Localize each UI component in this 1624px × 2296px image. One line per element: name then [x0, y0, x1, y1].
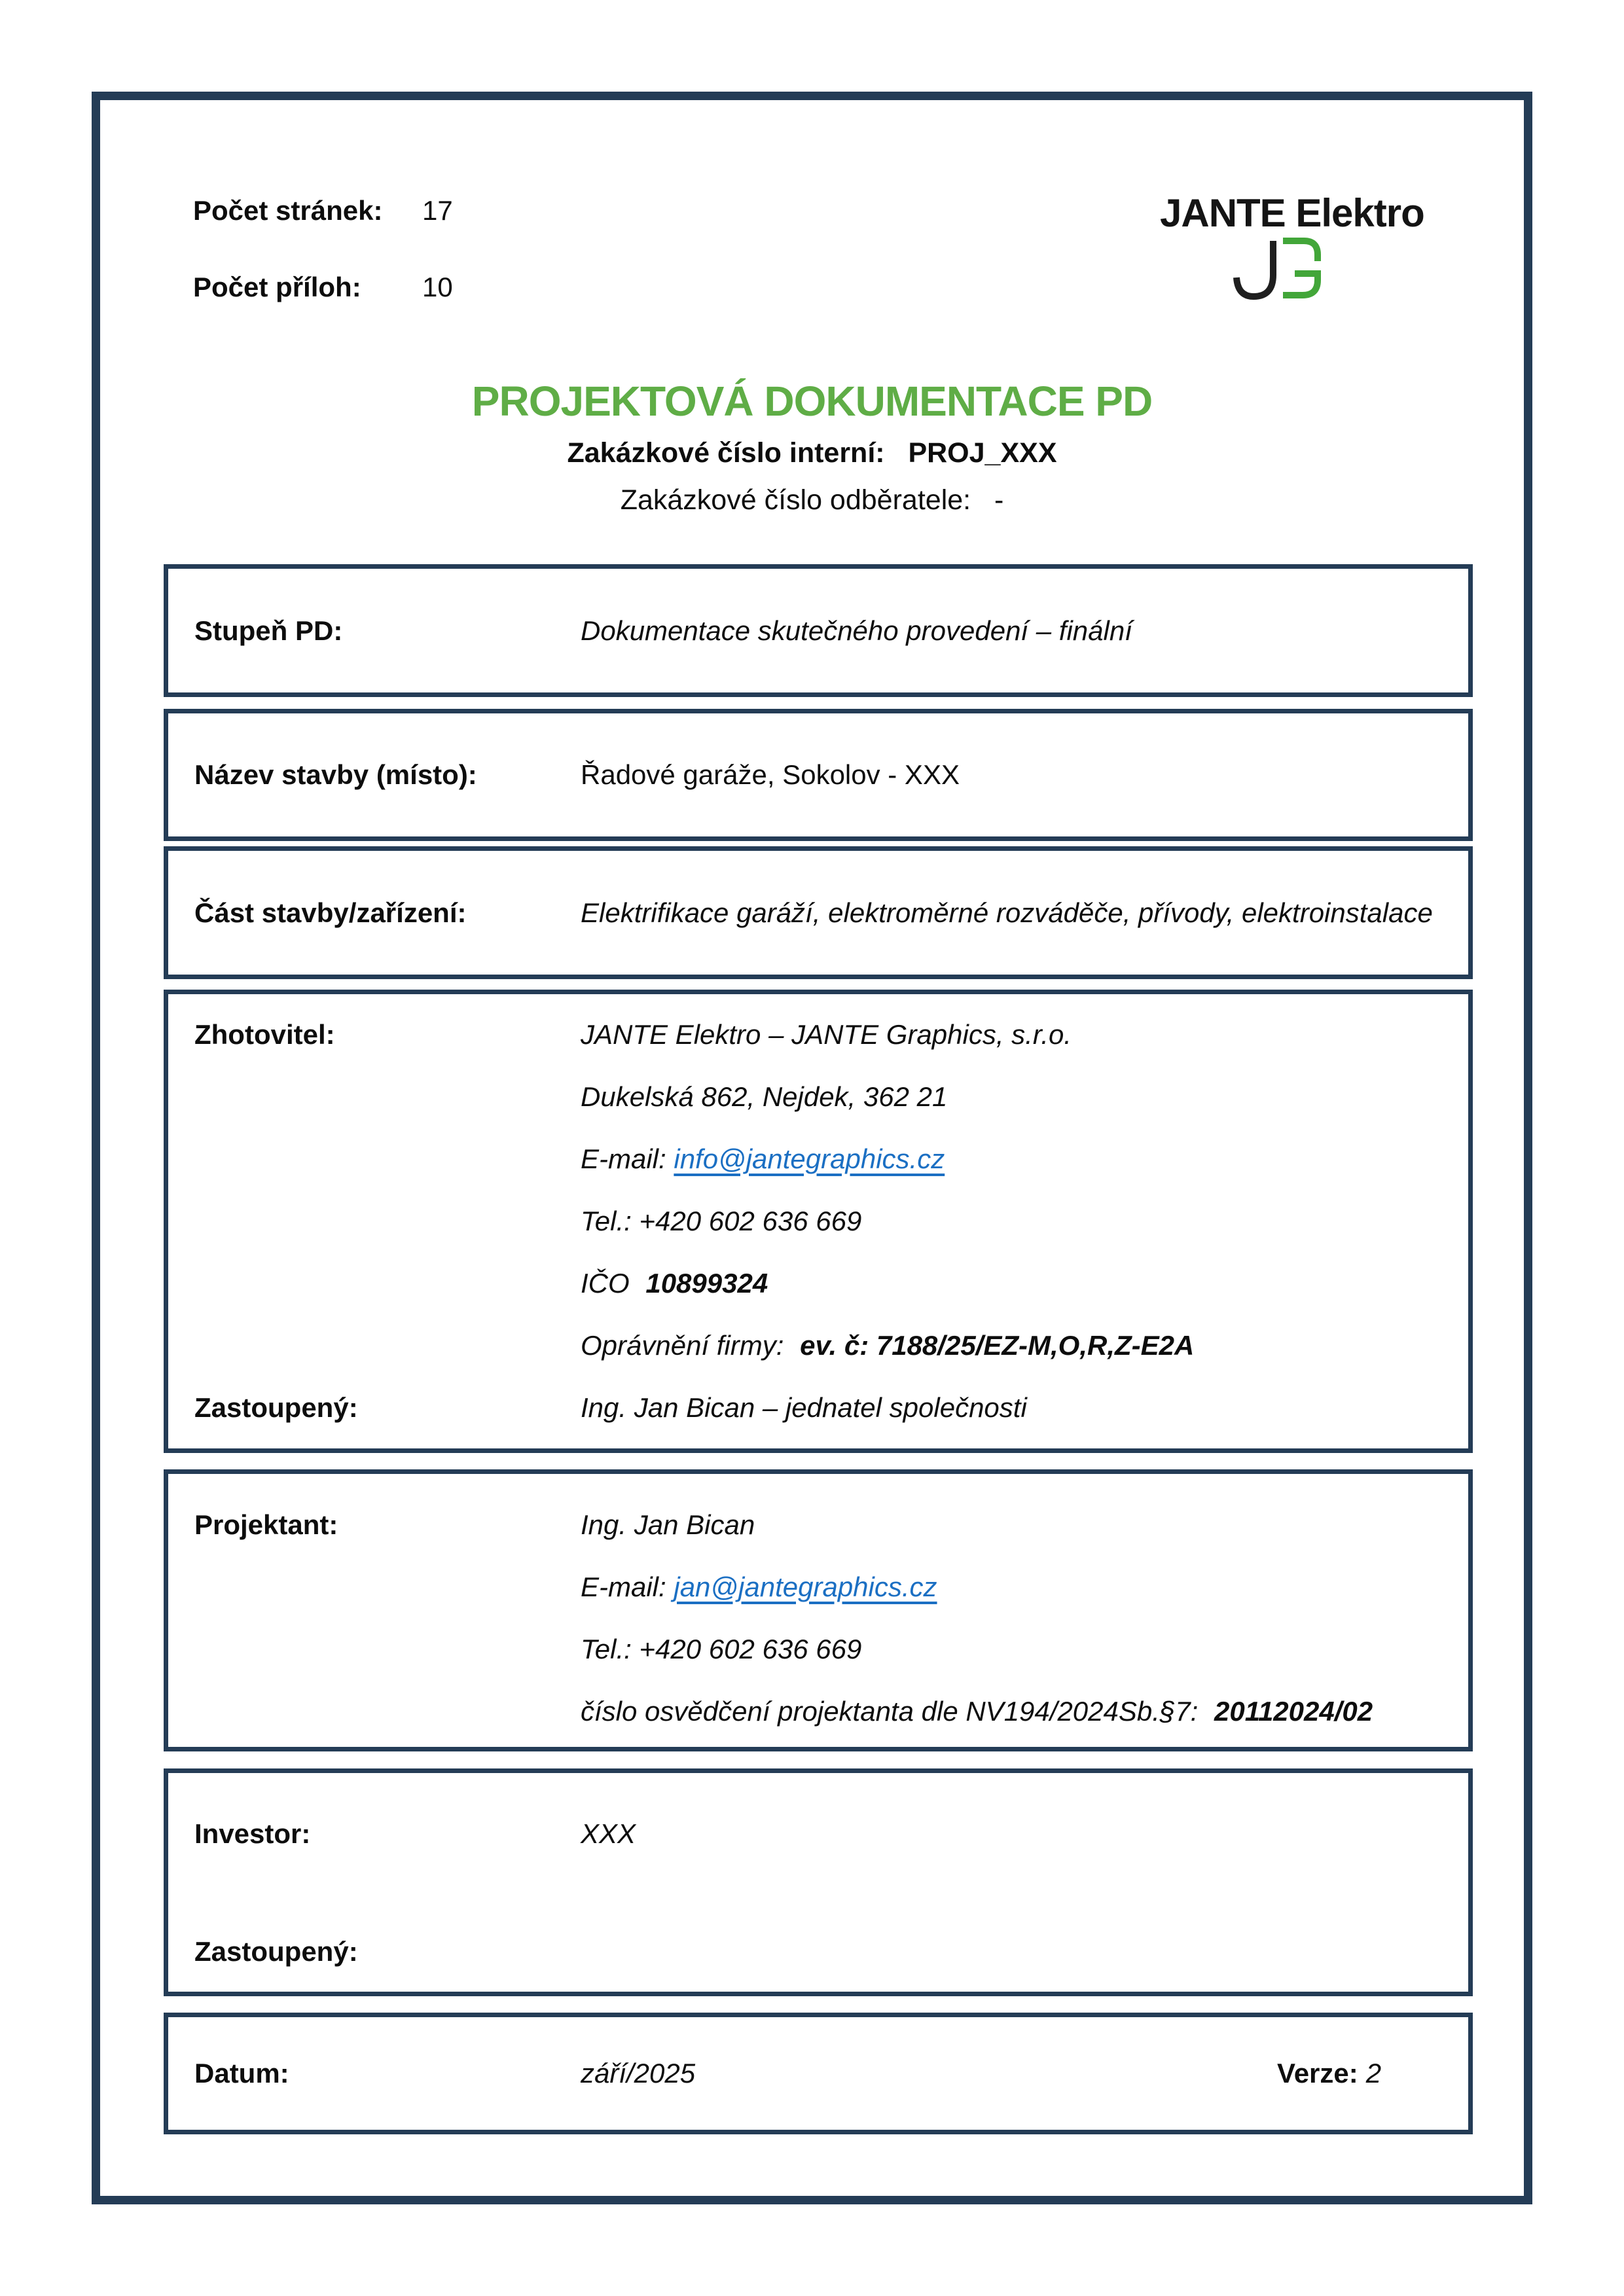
- zhotovitel-opravneni-value: ev. č: 7188/25/EZ-M,O,R,Z-E2A: [800, 1330, 1195, 1361]
- pages-count-row: [193, 195, 453, 226]
- zhotovitel-opravneni-label: Oprávnění firmy:: [581, 1330, 784, 1361]
- zhotovitel-email-link[interactable]: info@jantegraphics.cz: [674, 1143, 945, 1174]
- stupen-pd-label: Stupeň PD:: [194, 615, 343, 646]
- logo-letter-e-icon: [1283, 241, 1318, 261]
- zhotovitel-ico-label: IČO: [581, 1268, 630, 1299]
- projektant-value-column: [581, 1474, 1468, 1747]
- cast-stavby-row: [168, 897, 1468, 929]
- verze-label: Verze:: [1277, 2058, 1358, 2089]
- customer-order-number-line: [0, 484, 1624, 516]
- customer-order-number-label: Zakázkové číslo odběratele:: [620, 484, 971, 516]
- projektant-label: Projektant:: [194, 1509, 338, 1540]
- pages-count-value: 17: [422, 195, 453, 226]
- zhotovitel-company: JANTE Elektro – JANTE Graphics, s.r.o.: [581, 1019, 1072, 1050]
- box-nazev-stavby: [164, 709, 1473, 841]
- pages-count-label: Počet stránek:: [193, 195, 383, 226]
- nazev-stavby-label: Název stavby (místo):: [194, 759, 477, 790]
- datum-value: září/2025: [581, 2058, 696, 2089]
- zhotovitel-address: Dukelská 862, Nejdek, 362 21: [581, 1081, 948, 1112]
- attachments-count-label: Počet příloh:: [193, 272, 361, 302]
- projektant-osvedceni-label: číslo osvědčení projektanta dle NV194/2024Sb.§7:: [581, 1696, 1199, 1727]
- spacer: [893, 437, 901, 469]
- projektant-name: Ing. Jan Bican: [581, 1509, 755, 1540]
- datum-label: Datum:: [194, 2058, 289, 2089]
- projektant-columns: [168, 1474, 1468, 1747]
- internal-order-number-line: [0, 437, 1624, 469]
- zhotovitel-email-label: E-mail:: [581, 1143, 666, 1174]
- internal-order-number-value: PROJ_XXX: [908, 437, 1057, 469]
- logo-letter-j-icon: [1236, 241, 1273, 296]
- attachments-count-value: 10: [422, 272, 453, 302]
- projektant-email-label: E-mail:: [581, 1571, 666, 1602]
- datum-row: [168, 2058, 1468, 2089]
- box-cast-stavby: [164, 846, 1473, 979]
- stupen-pd-row: [168, 615, 1468, 647]
- cast-stavby-value: Elektrifikace garáží, elektroměrné rozváděče, přívody, elektroinstalace: [581, 897, 1433, 928]
- investor-zastoupeny-row: [168, 1920, 1468, 1982]
- investor-value: XXX: [581, 1818, 636, 1849]
- cast-stavby-label: Část stavby/zařízení:: [194, 897, 467, 928]
- verze-value: 2: [1365, 2058, 1382, 2089]
- projektant-phone: Tel.: +420 602 636 669: [581, 1634, 862, 1664]
- zhotovitel-phone: Tel.: +420 602 636 669: [581, 1206, 862, 1236]
- zhotovitel-value-column: [581, 994, 1468, 1448]
- zhotovitel-ico-line: [581, 1252, 1468, 1314]
- investor-row: [168, 1773, 1468, 1865]
- company-logo-monogram-icon: [1221, 237, 1326, 302]
- box-zhotovitel: [164, 990, 1473, 1453]
- projektant-email-line: [581, 1556, 1468, 1618]
- stupen-pd-value: Dokumentace skutečného provedení – finální: [581, 615, 1132, 646]
- projektant-osvedceni-line: [581, 1680, 1468, 1742]
- box-projektant: [164, 1469, 1473, 1751]
- box-investor: [164, 1768, 1473, 1996]
- projektant-osvedceni-value: 20112024/02: [1214, 1696, 1373, 1727]
- nazev-stavby-value: Řadové garáže, Sokolov - XXX: [581, 759, 960, 790]
- zhotovitel-opravneni-line: [581, 1314, 1468, 1376]
- internal-order-number-label: Zakázkové číslo interní:: [567, 437, 885, 469]
- document-title: PROJEKTOVÁ DOKUMENTACE PD: [471, 378, 1153, 425]
- zhotovitel-label-column: [194, 994, 581, 1448]
- logo-letter-e-icon: [1283, 274, 1318, 295]
- nazev-stavby-row: [168, 759, 1468, 791]
- attachments-count-row: [193, 272, 453, 303]
- zhotovitel-zastoupeny-label: Zastoupený:: [194, 1392, 358, 1423]
- company-logo-text: JANTE Elektro: [1160, 191, 1424, 235]
- zhotovitel-zastoupeny-value: Ing. Jan Bican – jednatel společnosti: [581, 1392, 1027, 1423]
- projektant-email-link[interactable]: jan@jantegraphics.cz: [674, 1571, 937, 1602]
- box-stupen-pd: [164, 564, 1473, 697]
- customer-order-number-value: -: [994, 484, 1004, 516]
- box-datum: [164, 2013, 1473, 2134]
- investor-zastoupeny-label: Zastoupený:: [194, 1936, 358, 1967]
- projektant-label-column: [194, 1474, 581, 1747]
- investor-label: Investor:: [194, 1818, 311, 1849]
- spacer: [979, 484, 986, 516]
- zhotovitel-email-line: [581, 1128, 1468, 1190]
- zhotovitel-label: Zhotovitel:: [194, 1019, 335, 1050]
- zhotovitel-columns: [168, 994, 1468, 1448]
- verze-group: [1277, 2058, 1381, 2089]
- zhotovitel-ico-value: 10899324: [645, 1268, 768, 1299]
